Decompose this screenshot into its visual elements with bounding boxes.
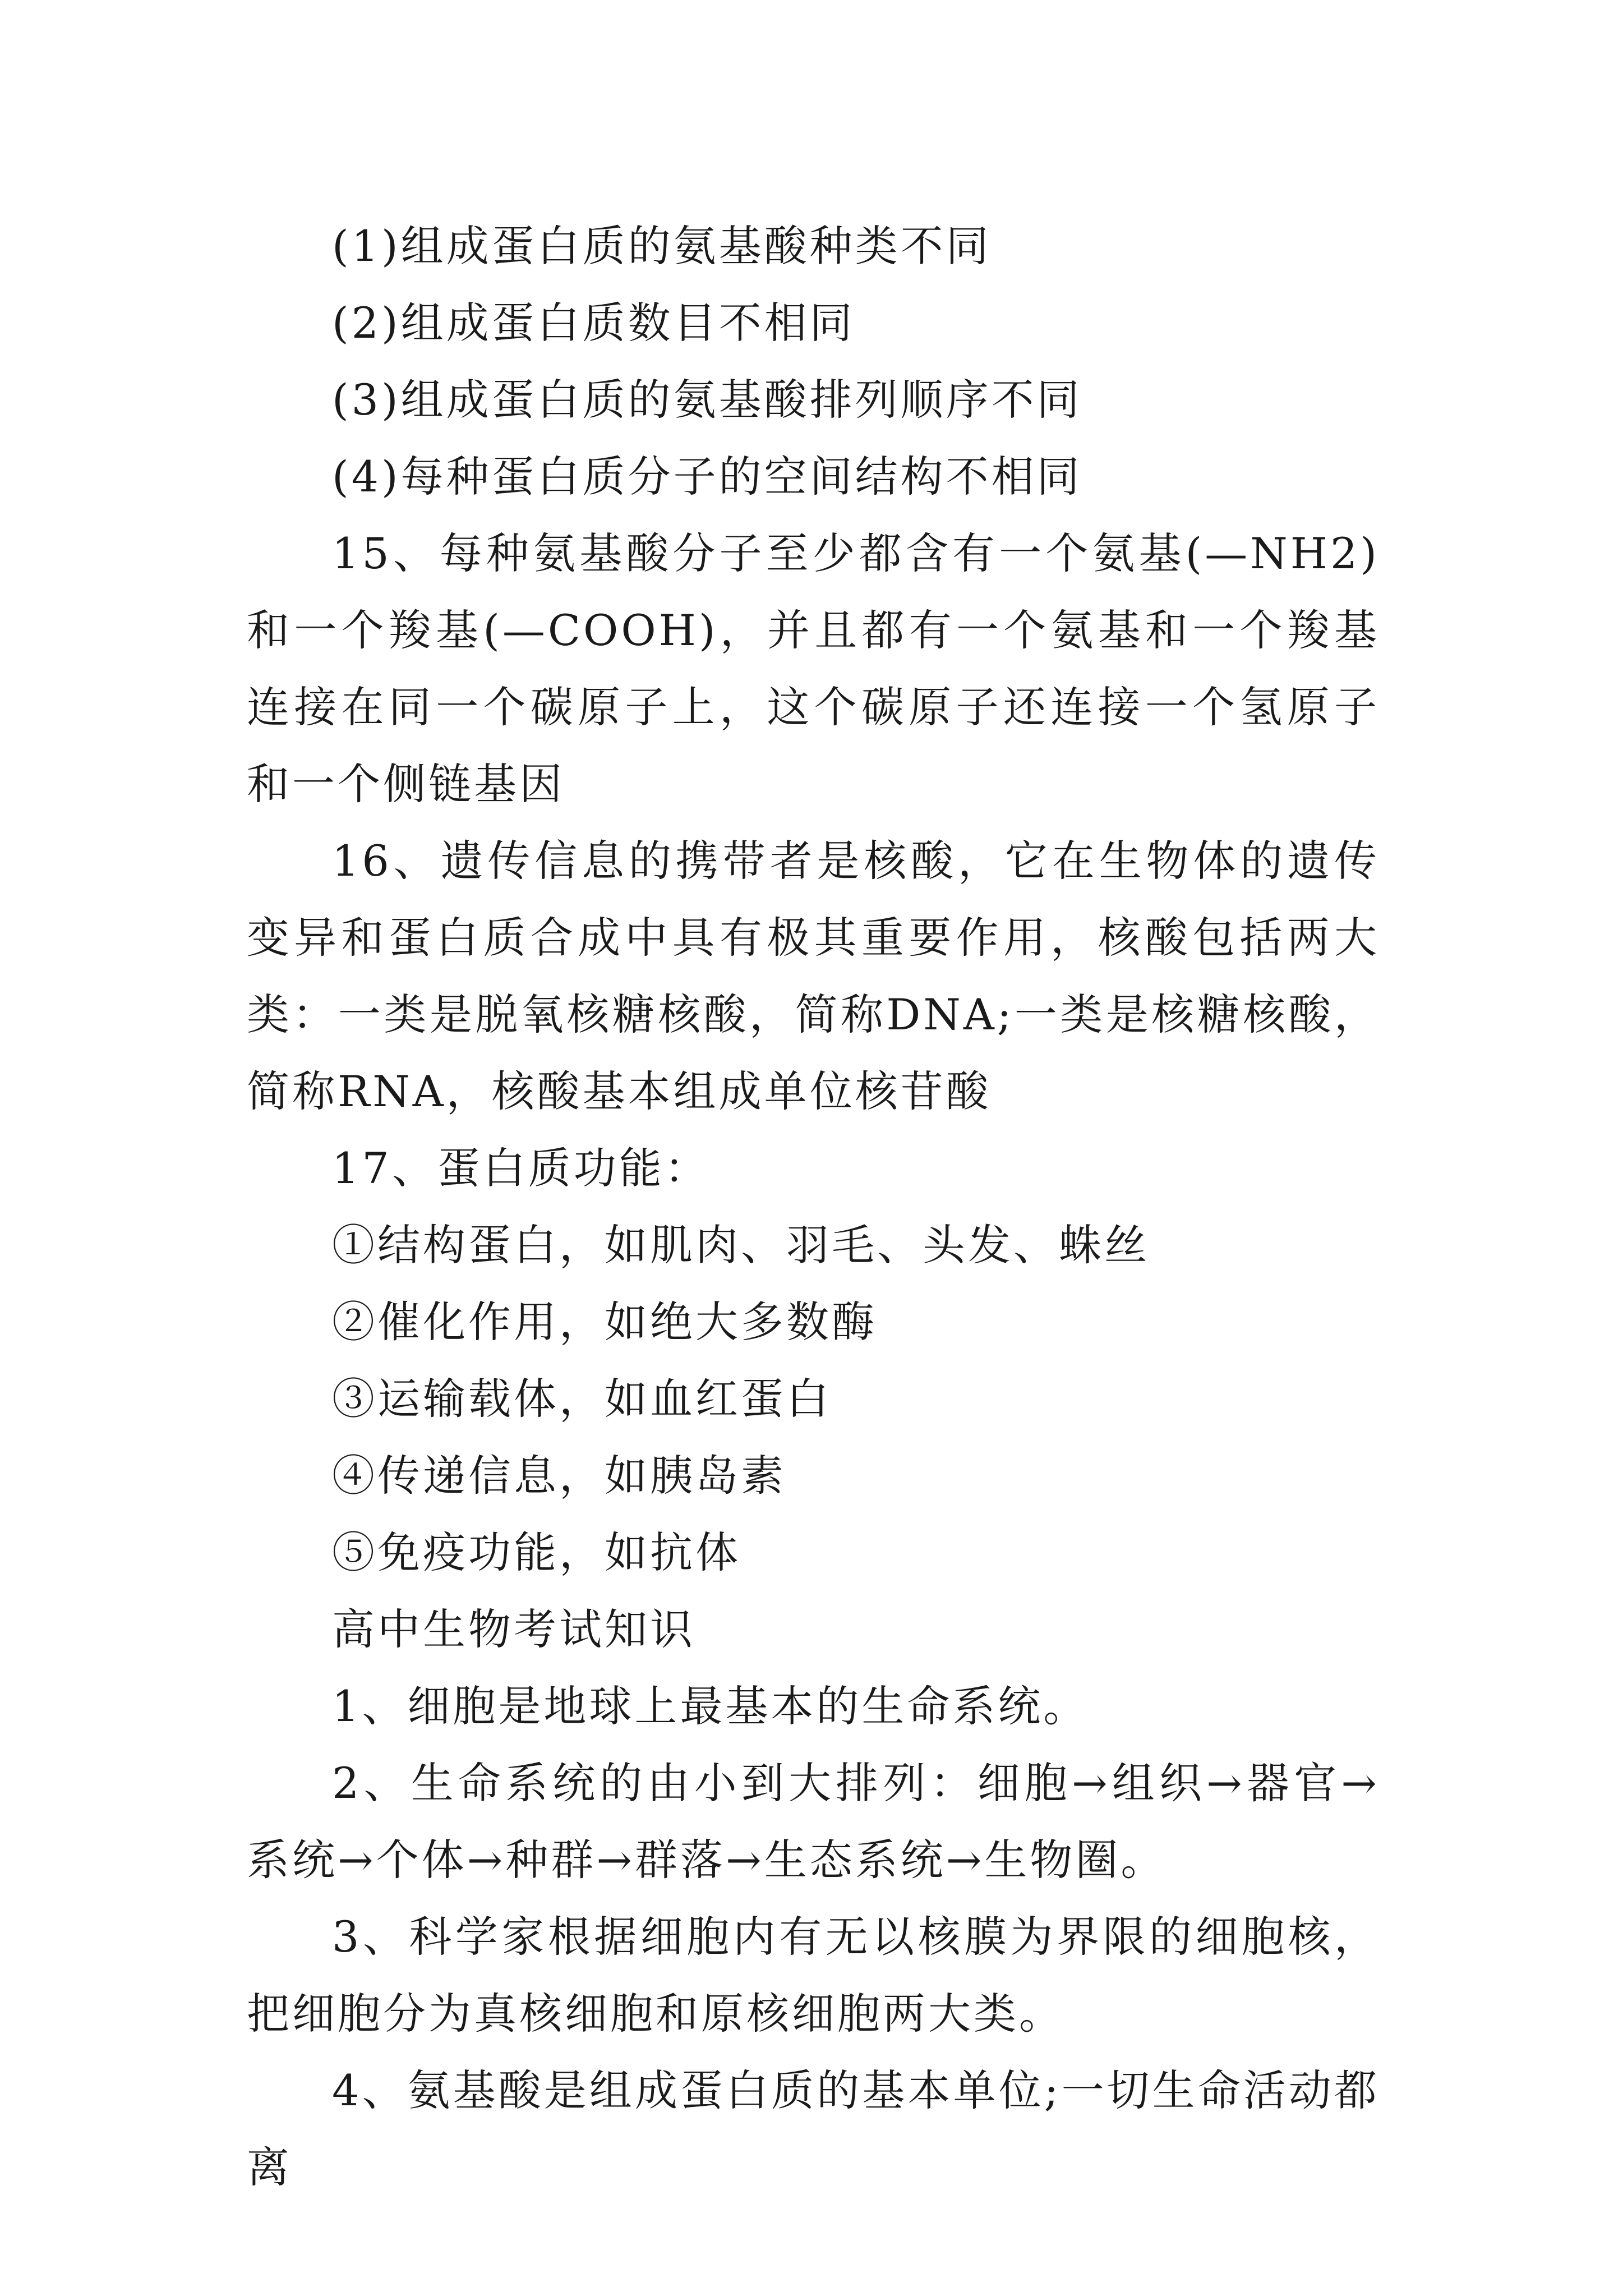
- paragraph-amino-acid-type: (1)组成蛋白质的氨基酸种类不同: [332, 221, 992, 271]
- paragraph-function-structural: ①结构蛋白，如肌肉、羽毛、头发、蛛丝: [332, 1220, 1150, 1270]
- paragraph-function-signaling: ④传递信息，如胰岛素: [332, 1451, 786, 1501]
- paragraph-function-catalysis: ②催化作用，如绝大多数酶: [332, 1297, 877, 1347]
- paragraph-item-17: 17、蛋白质功能：: [332, 1143, 710, 1193]
- paragraph-function-transport: ③运输载体，如血红蛋白: [332, 1374, 832, 1424]
- paragraph-amino-acid-order: (3)组成蛋白质的氨基酸排列顺序不同: [332, 375, 1082, 425]
- paragraph-item-1: 1、细胞是地球上最基本的生命系统。: [332, 1681, 1089, 1731]
- paragraph-item-16: 16、遗传信息的携带者是核酸，它在生物体的遗传变异和蛋白质合成中具有极其重要作用，核酸包括两大类：一类是脱氧核糖核酸，简称DNA;一类是核糖核酸，简称RNA，核酸基本组成单位核苷酸: [247, 836, 1380, 1116]
- document-body: [247, 208, 1380, 2206]
- paragraph-item-4: 4、氨基酸是组成蛋白质的基本单位;一切生命活动都离: [247, 2065, 1380, 2192]
- paragraph-item-2: 2、生命系统的由小到大排列：细胞→组织→器官→系统→个体→种群→群落→生态系统→生物圈。: [247, 1758, 1380, 1885]
- paragraph-function-immunity: ⑤免疫功能，如抗体: [332, 1527, 741, 1577]
- paragraph-spatial-structure: (4)每种蛋白质分子的空间结构不相同: [332, 452, 1082, 501]
- section-heading: 高中生物考试知识: [332, 1604, 695, 1654]
- paragraph-item-15: 15、每种氨基酸分子至少都含有一个氨基(—NH2)和一个羧基(—COOH)，并且都有一个氨基和一个羧基连接在同一个碳原子上，这个碳原子还连接一个氢原子和一个侧链基因: [247, 528, 1380, 809]
- paragraph-item-3: 3、科学家根据细胞内有无以核膜为界限的细胞核，把细胞分为真核细胞和原核细胞两大类。: [247, 1912, 1380, 2039]
- paragraph-amino-acid-count: (2)组成蛋白质数目不相同: [332, 298, 855, 348]
